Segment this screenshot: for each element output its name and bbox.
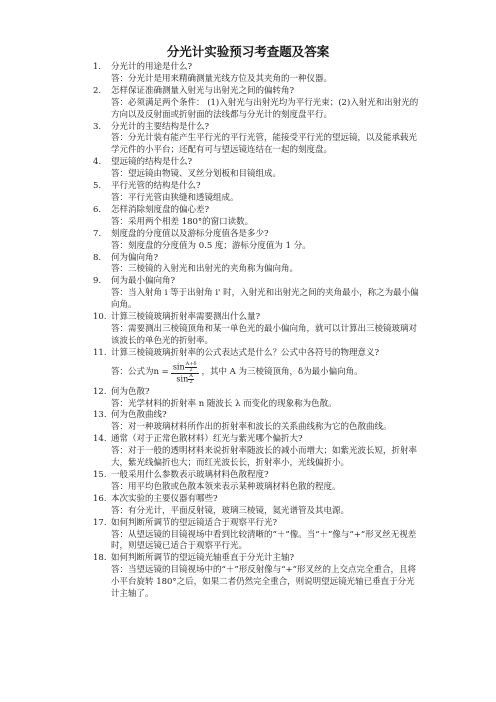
answer-text: 答：用平均色散或色散本领来表示某种玻璃材料色散的程度。 bbox=[111, 481, 341, 492]
answer-text: 答：当望远镜的目镜视场中的“＋”形反射像与“+”形叉丝的上交点完全重合，且将小平台旋转 180°之后，如果二者仍然完全重合，则说明望远镜光轴已垂直于分光计主轴了。 bbox=[111, 565, 417, 600]
question-text: 怎样保证准确测量入射光与出射光之间的偏转角? bbox=[111, 85, 295, 96]
question-number: 7. bbox=[93, 228, 102, 239]
question-number: 3. bbox=[93, 121, 102, 132]
answer-text: 答：光学材料的折射率 n 随波长 λ 而变化的现象称为色散。 bbox=[111, 398, 337, 409]
question-text: 如何判断所调节的望远镜光轴垂直于分光计主轴? bbox=[111, 553, 295, 564]
question bbox=[93, 62, 423, 74]
question bbox=[93, 229, 423, 241]
fraction-denominator bbox=[176, 374, 193, 385]
sin-label: sin bbox=[176, 374, 189, 384]
question-text: 刻度盘的分度值以及游标分度值各是多少? bbox=[111, 228, 269, 239]
answer-formula bbox=[93, 360, 423, 387]
question-text: 一般采用什么参数表示玻璃材料色散程度? bbox=[111, 470, 269, 480]
half-angle-fraction bbox=[185, 362, 198, 373]
question bbox=[93, 434, 423, 446]
question-text: 何为色散? bbox=[111, 386, 150, 397]
question bbox=[93, 518, 423, 530]
question bbox=[93, 470, 423, 482]
page-title: 分光计实验预习考查题及答案 bbox=[166, 44, 330, 59]
qa-item bbox=[93, 276, 423, 312]
qa-item bbox=[93, 470, 423, 494]
question-text: 通常（对于正常色散材料）红光与紫光哪个偏折大? bbox=[111, 434, 303, 445]
formula-prefix: 答：公式为n = bbox=[111, 367, 169, 378]
question-number: 12. bbox=[93, 386, 107, 397]
question-number: 10. bbox=[93, 312, 107, 323]
question bbox=[93, 387, 423, 399]
question-number: 8. bbox=[93, 252, 102, 263]
qa-item bbox=[93, 553, 423, 601]
question bbox=[93, 122, 423, 134]
angle-sum: A+δ bbox=[185, 360, 197, 367]
answer-text: 答：分光计装有能产生平行光的平行光管，能接受平行光的望远镜，以及能承载光学元件的小平台；还配有可与望远镜连结在一起的刻度盘。 bbox=[111, 133, 418, 156]
qa-item bbox=[93, 312, 423, 348]
question-text: 如何判断所调节的望远镜适合于观察平行光? bbox=[111, 517, 278, 528]
qa-item bbox=[93, 434, 423, 470]
question-text: 本次实验的主要仪器有哪些? bbox=[111, 493, 218, 504]
question bbox=[93, 494, 423, 506]
question-number: 15. bbox=[93, 470, 107, 480]
formula-suffix: ，其中 A 为三棱镜顶角，δ为最小偏向角。 bbox=[201, 367, 363, 378]
question-number: 4. bbox=[93, 157, 102, 168]
question-number: 11. bbox=[93, 347, 107, 358]
question bbox=[93, 276, 423, 288]
qa-item bbox=[93, 157, 423, 181]
qa-item bbox=[93, 253, 423, 277]
question-number: 5. bbox=[93, 181, 102, 192]
qa-item bbox=[93, 410, 423, 434]
question bbox=[93, 312, 423, 324]
question-number: 9. bbox=[93, 276, 102, 287]
qa-item bbox=[93, 229, 423, 253]
question-number: 14. bbox=[93, 434, 107, 445]
question-number: 16. bbox=[93, 493, 107, 504]
question bbox=[93, 181, 423, 193]
divisor: 2 bbox=[189, 378, 193, 385]
question bbox=[93, 553, 423, 565]
answer-text: 答：分光计是用来精确测量光线方位及其夹角的一种仪器。 bbox=[111, 73, 333, 84]
question-number: 18. bbox=[93, 553, 107, 564]
apex-angle: A bbox=[189, 372, 193, 379]
answer-text: 答：采用两个相差 180°的窗口读数。 bbox=[111, 216, 254, 227]
fraction-numerator bbox=[171, 362, 200, 374]
question bbox=[93, 253, 423, 265]
question-number: 1. bbox=[93, 62, 102, 72]
qa-list bbox=[93, 62, 423, 601]
question-text: 何为最小偏向角? bbox=[111, 276, 176, 287]
answer-text: 答：对于一般的透明材料来说折射率随波长的减小而增大；如紫光波长短，折射率大，紫光线偏折也大；而红光波长长，折射率小，光线偏折小。 bbox=[111, 446, 418, 469]
question-number: 13. bbox=[93, 410, 107, 421]
answer-text: 答：必须满足两个条件： (1)入射光与出射光均为平行光束；(2)入射光和出射光的方向以及反射面或折射面的法线都与分光计的刻度盘平行。 bbox=[111, 97, 419, 120]
answer-text: 答：需要测出三棱镜顶角和某一单色光的最小偏向角，就可以计算出三棱镜玻璃对该波长的单色光的折射率。 bbox=[111, 323, 418, 346]
answer-text: 答：当入射角 i 等于出射角 i' 时，入射光和出射光之间的夹角最小，称之为最小偏向角。 bbox=[111, 288, 419, 311]
question-number: 2. bbox=[93, 85, 102, 96]
half-angle-fraction bbox=[188, 374, 194, 385]
question bbox=[93, 157, 423, 169]
question bbox=[93, 205, 423, 217]
question-number: 6. bbox=[93, 204, 102, 215]
question-text: 分光计的用途是什么? bbox=[111, 62, 193, 72]
question-text: 计算三棱镜玻璃折射率的公式表达式是什么？公式中各符号的物理意义? bbox=[111, 347, 380, 358]
answer-text: 答：刻度盘的分度值为 0.5 度；游标分度值为 1 分。 bbox=[111, 240, 311, 251]
answer-text: 答：从望远镜的目镜视场中看到比较清晰的“＋”像。当“＋”像与“+”形叉丝无视差时，则望远镜已适合于观察平行光。 bbox=[111, 529, 417, 552]
question-text: 平行光管的结构是什么? bbox=[111, 181, 201, 192]
answer-text: 答：平行光管由狭缝和透镜组成。 bbox=[111, 192, 239, 203]
qa-item bbox=[93, 494, 423, 518]
sin-label: sin bbox=[172, 362, 185, 372]
qa-item bbox=[93, 62, 423, 86]
qa-item bbox=[93, 387, 423, 411]
qa-item bbox=[93, 205, 423, 229]
question-text: 计算三棱镜玻璃折射率需要测出什么量? bbox=[111, 312, 261, 323]
question-number: 17. bbox=[93, 517, 107, 528]
answer-text: 答：三棱镜的入射光和出射光的夹角称为偏向角。 bbox=[111, 264, 299, 275]
qa-item bbox=[93, 518, 423, 554]
qa-item bbox=[93, 348, 423, 387]
answer-text: 答：望远镜由物镜、叉丝分划板和目镜组成。 bbox=[111, 169, 282, 180]
question-text: 分光计的主要结构是什么? bbox=[111, 121, 210, 132]
refractive-index-fraction bbox=[171, 362, 200, 385]
qa-item bbox=[93, 181, 423, 205]
qa-item bbox=[93, 122, 423, 158]
divisor: 2 bbox=[189, 366, 193, 373]
question-text: 望远镜的结构是什么? bbox=[111, 157, 193, 168]
question bbox=[93, 348, 423, 360]
question-text: 怎样消除刻度盘的偏心差? bbox=[111, 204, 210, 215]
answer-text: 答：有分光计，平面反射镜，玻璃三棱镜，氦光谱管及其电源。 bbox=[111, 505, 350, 516]
answer-text: 答：对一种玻璃材料所作出的折射率和波长的关系曲线称为它的色散曲线。 bbox=[111, 422, 392, 433]
question-text: 何为偏向角? bbox=[111, 252, 159, 263]
question bbox=[93, 86, 423, 98]
question bbox=[93, 410, 423, 422]
question-text: 何为色散曲线? bbox=[111, 410, 167, 421]
qa-item bbox=[93, 86, 423, 122]
